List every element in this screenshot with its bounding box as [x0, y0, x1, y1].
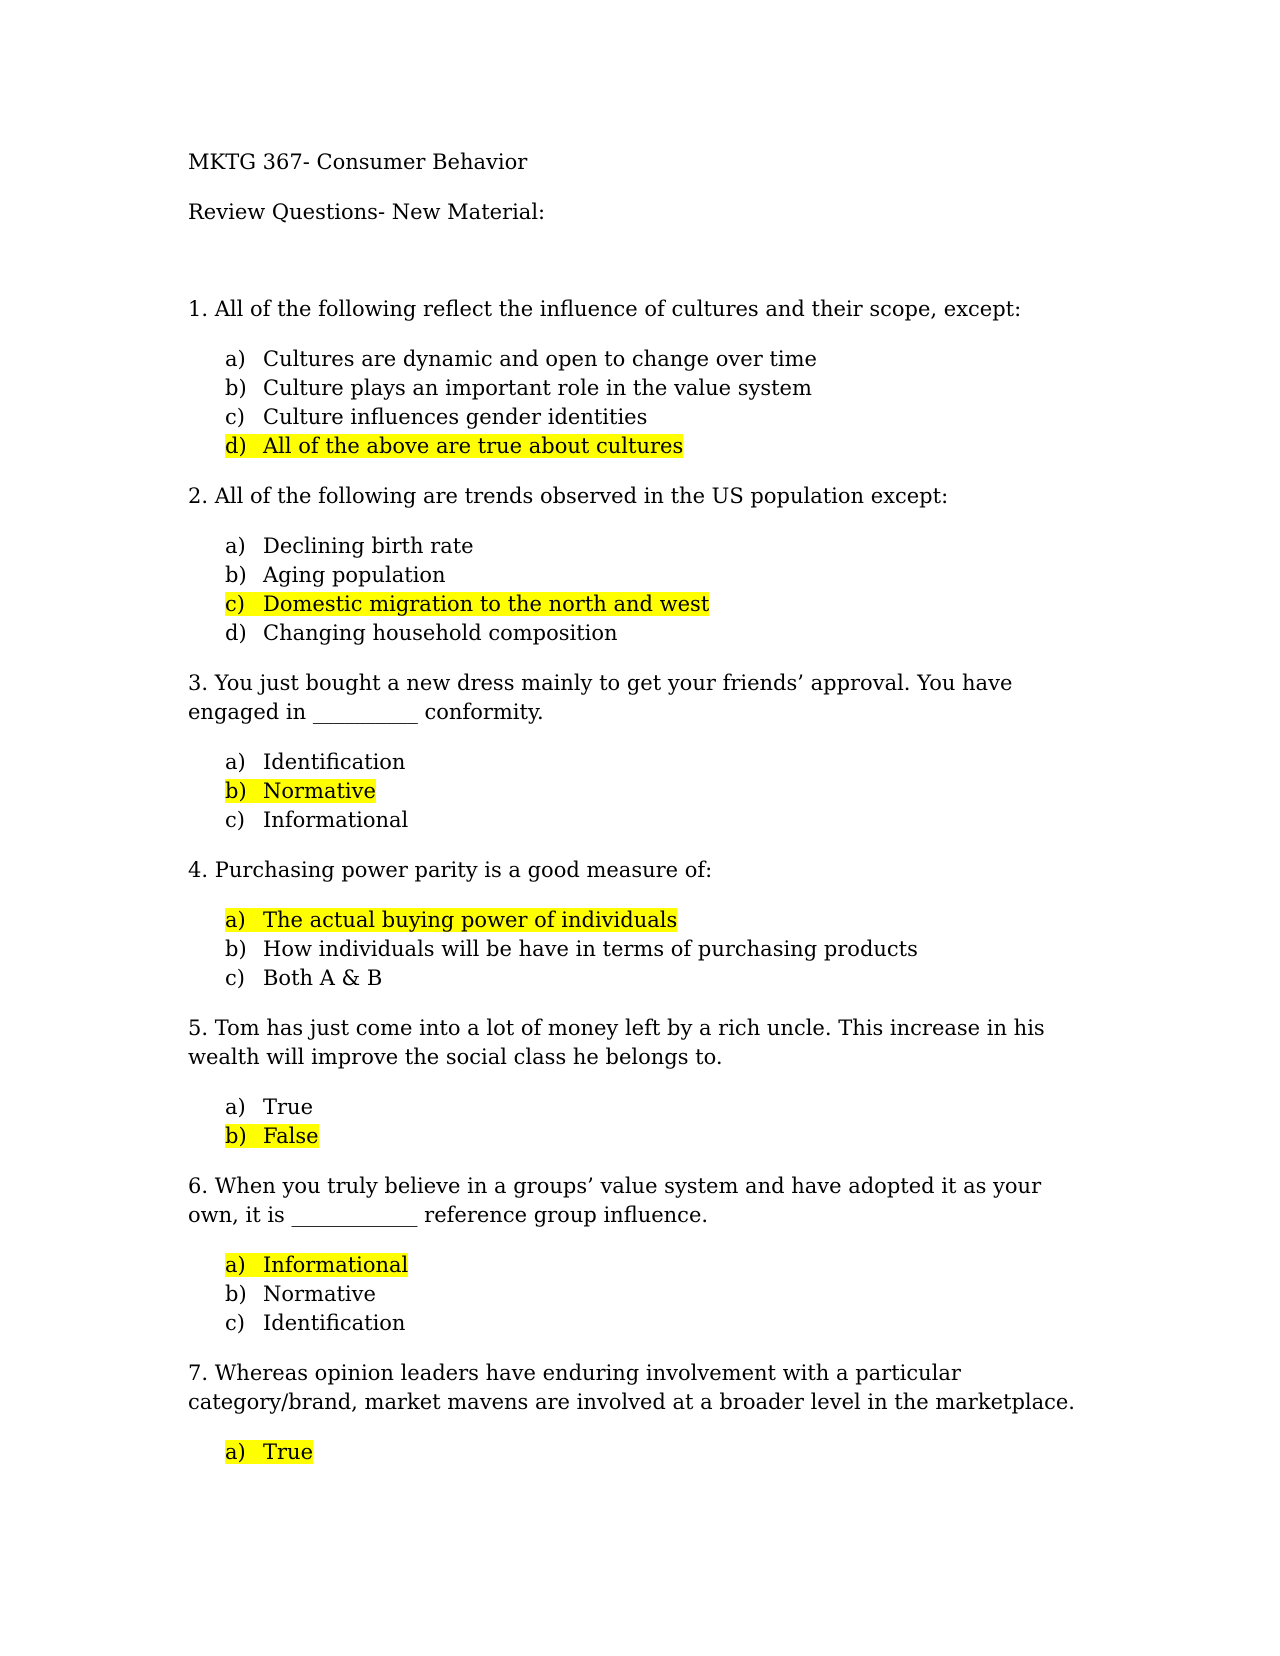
option-letter: b) — [225, 779, 247, 803]
answer-option — [225, 619, 1088, 648]
answer-option — [225, 806, 1088, 835]
answer-text-wrap — [225, 621, 618, 645]
answer-option — [225, 532, 1088, 561]
answer-text-wrap — [225, 750, 405, 774]
question-5 — [188, 1014, 1088, 1072]
option-text: True — [263, 1095, 313, 1119]
answer-options — [225, 1093, 1088, 1151]
option-text: Domestic migration to the north and west — [263, 592, 710, 616]
option-text: True — [263, 1440, 313, 1464]
option-text: Informational — [263, 808, 409, 832]
option-letter: a) — [225, 908, 246, 932]
option-text: Culture influences gender identities — [263, 405, 648, 429]
answer-option — [225, 1251, 1088, 1280]
highlighted-answer — [225, 1440, 313, 1464]
question-text: 2. All of the following are trends observed in the US population except: — [188, 484, 949, 508]
answer-option — [225, 935, 1088, 964]
answer-option — [225, 1093, 1088, 1122]
answer-text-wrap — [225, 937, 918, 961]
highlighted-answer — [225, 908, 677, 932]
option-text: How individuals will be have in terms of purchasing products — [263, 937, 918, 961]
question-2 — [188, 482, 1088, 511]
answer-text-wrap — [225, 1095, 313, 1119]
option-letter: b) — [225, 563, 247, 587]
question-text: 1. All of the following reflect the influence of cultures and their scope, except: — [188, 297, 1022, 321]
answer-option — [225, 403, 1088, 432]
answer-text-wrap — [225, 966, 382, 990]
option-text: Culture plays an important role in the value system — [263, 376, 812, 400]
question-6 — [188, 1172, 1088, 1230]
question-4 — [188, 856, 1088, 885]
answer-text-wrap — [225, 1282, 376, 1306]
question-text: 7. Whereas opinion leaders have enduring involvement with a particular category/brand, market mavens are involved at a broader level in the marketplace. — [188, 1361, 1075, 1414]
option-text: False — [263, 1124, 319, 1148]
option-letter: b) — [225, 376, 247, 400]
option-text: Changing household composition — [263, 621, 618, 645]
review-subtitle: Review Questions- New Material: — [188, 200, 546, 224]
highlighted-answer — [225, 434, 683, 458]
question-3 — [188, 669, 1088, 727]
option-text: Identification — [263, 750, 406, 774]
question-7 — [188, 1359, 1088, 1417]
highlighted-answer — [225, 1253, 408, 1277]
answer-text-wrap — [225, 376, 812, 400]
question-1 — [188, 295, 1088, 324]
answer-option — [225, 1309, 1088, 1338]
option-text: Informational — [263, 1253, 409, 1277]
question-text: 6. When you truly believe in a groups’ value system and have adopted it as your own, it is ____________ reference group influence. — [188, 1174, 1042, 1227]
answer-options — [225, 748, 1088, 835]
highlighted-answer — [225, 1124, 319, 1148]
option-letter: b) — [225, 1282, 247, 1306]
option-letter: b) — [225, 1124, 247, 1148]
answer-text-wrap — [225, 405, 647, 429]
option-letter: c) — [225, 592, 245, 616]
answer-text-wrap — [225, 534, 474, 558]
option-text: Identification — [263, 1311, 406, 1335]
answer-option — [225, 432, 1088, 461]
option-letter: b) — [225, 937, 247, 961]
answer-text-wrap — [225, 563, 446, 587]
option-letter: a) — [225, 1095, 246, 1119]
option-text: Aging population — [263, 563, 446, 587]
question-list — [188, 295, 1088, 1467]
answer-option — [225, 1122, 1088, 1151]
answer-option — [225, 561, 1088, 590]
option-text: Declining birth rate — [263, 534, 474, 558]
answer-option — [225, 590, 1088, 619]
option-letter: c) — [225, 966, 245, 990]
option-letter: c) — [225, 405, 245, 429]
answer-options — [225, 1251, 1088, 1338]
answer-option — [225, 345, 1088, 374]
option-letter: a) — [225, 750, 246, 774]
option-text: Normative — [263, 1282, 376, 1306]
option-text: Both A & B — [263, 966, 383, 990]
question-text: 5. Tom has just come into a lot of money left by a rich uncle. This increase in his wealth will improve the social class he belongs to. — [188, 1016, 1045, 1069]
answer-options — [225, 906, 1088, 993]
option-text: Cultures are dynamic and open to change over time — [263, 347, 817, 371]
option-letter: d) — [225, 621, 247, 645]
answer-option — [225, 374, 1088, 403]
answer-text-wrap — [225, 1311, 405, 1335]
option-letter: a) — [225, 1253, 246, 1277]
answer-option — [225, 777, 1088, 806]
highlighted-answer — [225, 592, 709, 616]
option-text: Normative — [263, 779, 376, 803]
answer-option — [225, 748, 1088, 777]
answer-option — [225, 1438, 1088, 1467]
answer-text-wrap — [225, 347, 817, 371]
answer-options — [225, 532, 1088, 648]
answer-options — [225, 1438, 1088, 1467]
option-letter: a) — [225, 1440, 246, 1464]
answer-text-wrap — [225, 808, 408, 832]
option-letter: a) — [225, 534, 246, 558]
option-text: The actual buying power of individuals — [263, 908, 678, 932]
option-letter: c) — [225, 1311, 245, 1335]
answer-option — [225, 964, 1088, 993]
option-letter: a) — [225, 347, 246, 371]
document-page — [188, 148, 1088, 1488]
answer-option — [225, 1280, 1088, 1309]
option-text: All of the above are true about cultures — [263, 434, 684, 458]
option-letter: c) — [225, 808, 245, 832]
question-text: 3. You just bought a new dress mainly to get your friends’ approval. You have engaged in __________ conformity. — [188, 671, 1013, 724]
answer-options — [225, 345, 1088, 461]
highlighted-answer — [225, 779, 376, 803]
option-letter: d) — [225, 434, 247, 458]
answer-option — [225, 906, 1088, 935]
question-text: 4. Purchasing power parity is a good measure of: — [188, 858, 713, 882]
course-title: MKTG 367- Consumer Behavior — [188, 150, 528, 174]
